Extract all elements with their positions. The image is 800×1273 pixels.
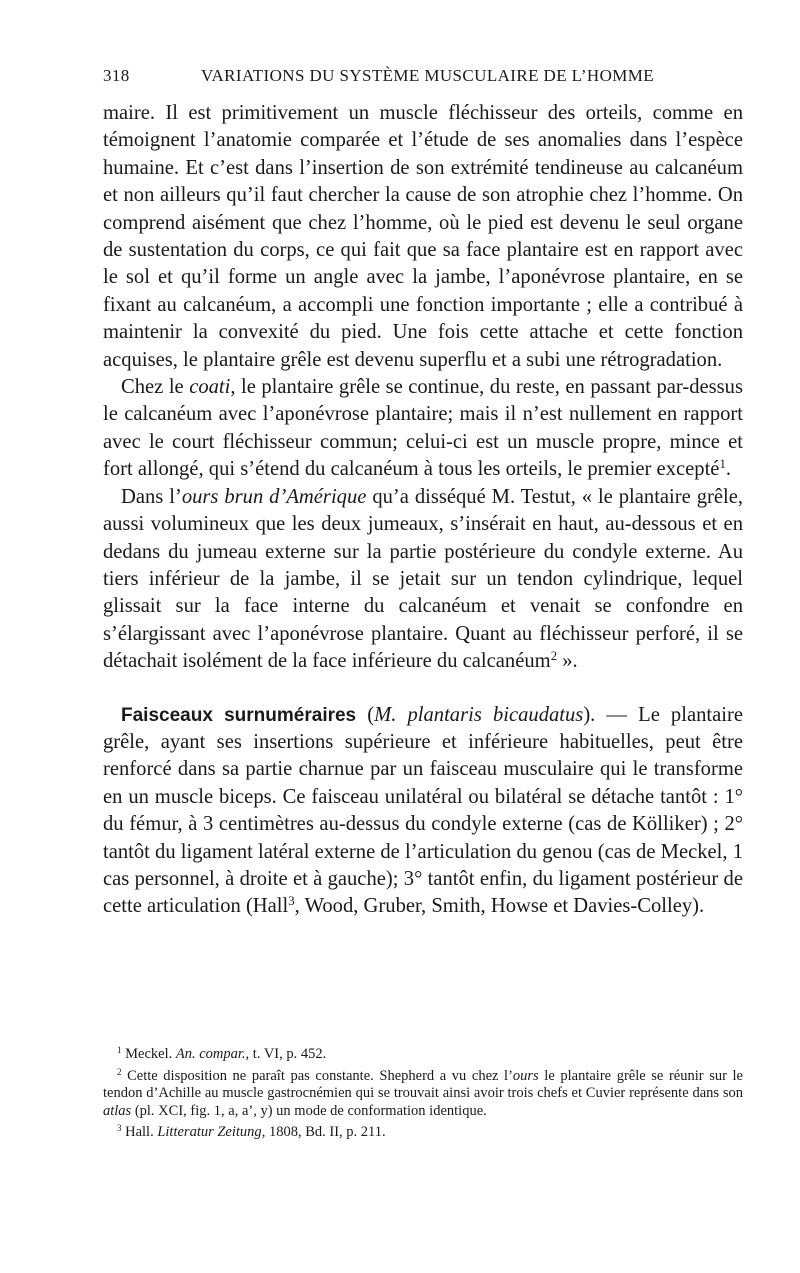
footnote	[103, 1068, 743, 1121]
section-heading: Faisceaux surnuméraires	[121, 704, 357, 726]
text-run: .	[725, 458, 731, 481]
text-run: , t. VI, p. 452.	[245, 1046, 327, 1062]
italic-term: An. compar.	[175, 1046, 246, 1062]
text-run: Dans l’	[121, 485, 182, 508]
footnote-ref: 3	[288, 894, 295, 909]
text-run: , 1808, Bd. II, p. 211.	[261, 1124, 386, 1141]
footnote-ref: 2	[550, 649, 558, 664]
text-run: , le plantaire grêle se continue, du reste, en passant par-dessus le calcanéum avec l’aponévrose plantaire; mais il n’est nullement en rapport avec le court fléchisseur commun; celui-ci est un muscle propre, mince et fort allongé, qui s’étend du calcanéum à tous les orteils, le premier excepté	[103, 376, 743, 481]
italic-term: Litteratur Zeitung	[157, 1124, 262, 1141]
text-run: , Wood, Gruber, Smith, Howse et Davies-Colley).	[294, 895, 705, 918]
italic-term: M. plantaris bicaudatus	[374, 703, 584, 726]
italic-term: ours brun d’Amérique	[181, 485, 367, 508]
text-run: le plantaire grêle se réunir sur le tendon d’Achille au muscle gastrocnémien qui se trouvait ainsi avoir trois chefs et Cuvier représente dans son	[103, 1067, 743, 1102]
page-number: 318	[103, 66, 130, 85]
text-run: ). — Le plantaire grêle, ayant ses insertions supérieure et inférieure habituelles, peut être renforcé dans sa partie charnue par un faisceau musculaire qui le transforme en un muscle biceps. Ce faisceau unilatéral ou bilatéral se détache tantôt : 1° du fémur, à 3 centimètres au-dessus du condyle externe (cas de Kölliker) ; 2° tantôt du ligament latéral externe de l’articulation du genou (cas de Meckel, 1 cas personnel, à droite et à gauche); 3° tantôt enfin, du ligament postérieur de cette articulation (Hall	[103, 703, 743, 918]
footnote-mark: 2	[117, 1066, 122, 1077]
paragraph: maire. Il est primitivement un muscle fléchisseur des orteils, comme en témoignent l’anatomie comparée et l’étude de ses anomalies dans l’espèce humaine. Et c’est dans l’insertion de son extrémité tendineuse au calcanéum et non ailleurs qu’il faut chercher la cause de son atrophie chez l’homme. On comprend aisément que chez l’homme, où le pied est devenu le seul organe de sustentation du corps, ce qui fait que sa face plantaire est en rapport avec le sol et qu’il forme un angle avec la jambe, l’aponévrose plantaire, en se fixant au calcanéum, a accompli une fonction importante ; elle a contribué à maintenir la convexité du pied. Une fois cette attache et cette fonction acquises, le plantaire grêle est devenu superflu et a subi une rétrogradation.	[103, 102, 743, 371]
paragraph-coati	[103, 374, 743, 484]
spacer	[103, 676, 743, 702]
text-run: qu’a disséqué M. Testut, « le plantaire grêle, aussi volumineux que les deux jumeaux, s’insérait en haut, au-dessous et en dedans du jumeau externe sur la partie postérieure du condyle externe. Au tiers inférieur de la jambe, il se jetait sur un tendon cylindrique, lequel glissait sur la face interne du calcanéum et venait se confondre en s’élargissant avec l’aponévrose plantaire. Quant au fléchisseur perforé, il se détachait isolément de la face inférieure du calcanéum	[103, 485, 743, 673]
running-title: VARIATIONS DU SYSTÈME MUSCULAIRE DE L’HOMME	[201, 66, 655, 85]
italic-term: coati	[189, 376, 231, 399]
paragraph-ours	[103, 484, 743, 676]
page-header	[103, 66, 743, 92]
text-run: Meckel.	[121, 1046, 176, 1062]
text-run: (	[356, 703, 375, 726]
main-text	[103, 100, 743, 921]
footnote-ref: 1	[719, 457, 726, 472]
text-run: Chez le	[121, 376, 190, 399]
footnote	[103, 1124, 743, 1142]
footnote	[103, 1046, 743, 1064]
text-run: ».	[557, 650, 578, 673]
paragraph-faisceaux	[103, 702, 743, 921]
text-run: Cette disposition ne paraît pas constante. Shepherd a vu chez l’	[121, 1067, 513, 1084]
footnotes	[103, 1046, 743, 1146]
text-run: Hall.	[121, 1124, 158, 1141]
text-run: (pl. XCI, fig. 1, a, a’, y) un mode de conformation identique.	[131, 1102, 487, 1119]
italic-term: atlas	[103, 1102, 132, 1119]
footnote-mark: 3	[117, 1123, 122, 1134]
italic-term: ours	[512, 1067, 539, 1084]
footnote-mark: 1	[117, 1045, 122, 1056]
